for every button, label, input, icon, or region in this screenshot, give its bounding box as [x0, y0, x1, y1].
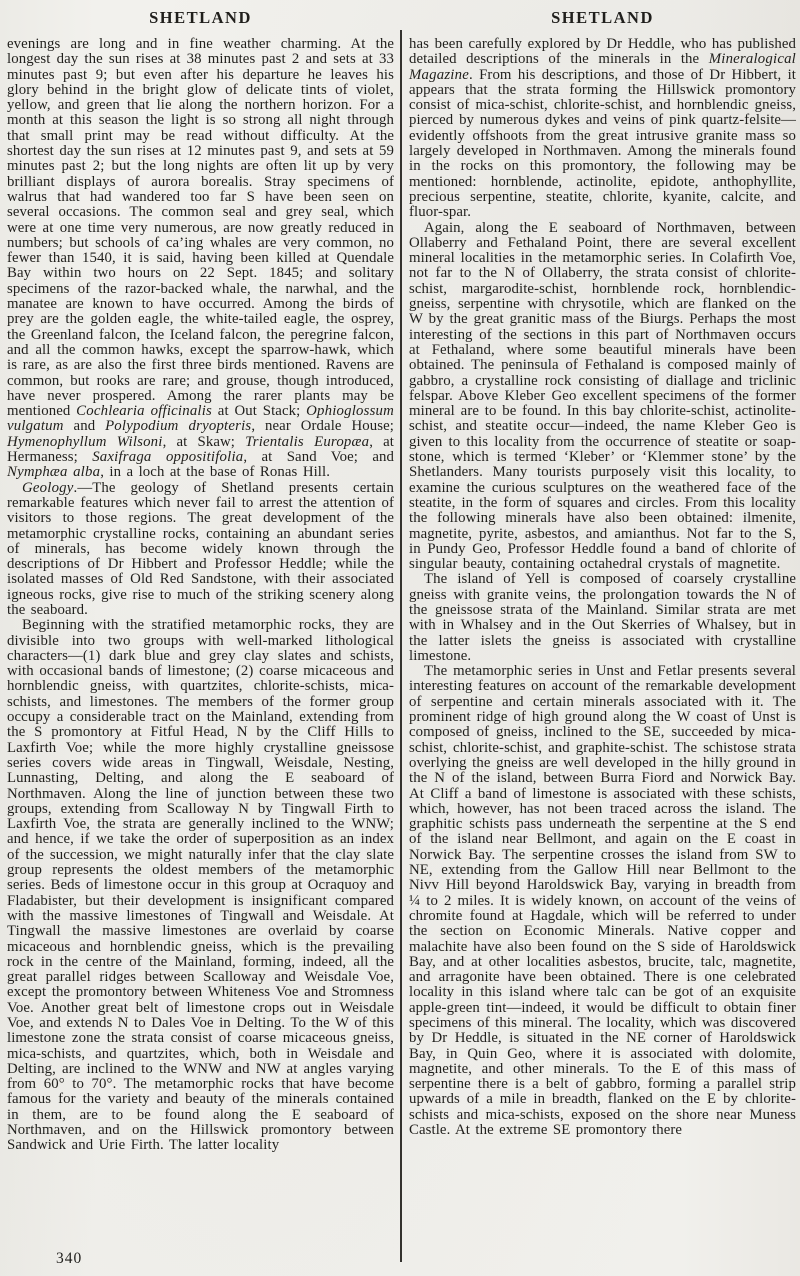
- text-run: at Out Stack;: [212, 403, 307, 420]
- text-run: Beginning with the stratified metamorphic rocks, they are divisible into two groups with well-marked lithological characters—(1) dark blue and grey clay slates and schists, with occasional bands of limestone; (2) coarse micaceous and hornblendic gneiss, with quartzites, chlorite-schists, mica-schists, and limestones. The members of the former group occupy a considerable tract on the Mainland, extending from the S promontory at Fitful Head, N by the Cliff Hills to Laxfirth Voe; while the more highly crystalline gneissose series covers wide areas in Tingwall, Weisdale, Nesting, Lunnasting, Delting, and along the E seaboard of Northmaven. Along the line of junction between these two groups, extending from Scalloway N by Tingwall Firth to Laxfirth Voe, the strata are generally inclined to the WNW; and hence, if we take the order of superposition as an index of the succession, we might naturally infer that the clay slate group represents the oldest members of the metamorphic series. Beds of limestone occur in this group at Ocraquoy and Fladabister, but their development is insignificant compared with the massive limestones of Tingwall and Weisdale. At Tingwall the massive limestones are overlaid by coarse micaceous and hornblendic gneiss, which is the prevailing rock in the centre of the Mainland, forming, indeed, all the great parallel ridges between Scalloway and Weisdale Voe, except the promontory between Whiteness Voe and Stromness Voe. Another great belt of limestone crops out in Weisdale Voe, and extends N to Dales Voe in Delting. To the W of this limestone zone the strata consist of coarse micaceous gneiss, mica-schists, and quartzites, which, both in Weisdale and Delting, are inclined to the WNW and NW at angles varying from 60° to 70°. The metamorphic rocks that have become famous for the variety and beauty of the minerals contained in them, are to be found along the E seaboard of Northmaven, and on the Hillswick promontory between Sandwick and Urie Firth. The latter locality: [7, 617, 394, 1154]
- italic-text-run: Polypodium dryopteris: [105, 418, 252, 435]
- italic-text-run: Ophioglossum vulgatum: [7, 403, 395, 435]
- paragraph: [409, 221, 796, 573]
- text-run: .—The geology of Shetland presents certain remarkable features which never fail to arrest the attention of visitors to those regions. The great development of the metamorphic crystalline rocks, containing an abundant series of minerals, has become widely known through the descriptions of Dr Hibbert and Professor Heddle; while the isolated masses of Old Red Sandstone, with their associated igneous rocks, give rise to much of the striking scenery along the seaboard.: [7, 479, 394, 618]
- paragraph: [409, 664, 796, 1138]
- column-divider-rule: [400, 30, 402, 1262]
- right-column: [409, 8, 796, 1138]
- italic-text-run: Cochlearia officinalis: [76, 403, 213, 420]
- italic-text-run: Mineralogical Magazine: [409, 51, 796, 83]
- text-run: and: [63, 418, 106, 435]
- italic-text-run: Saxifraga oppositifolia: [92, 449, 244, 466]
- italic-text-run: Hymenophyllum Wilsoni: [7, 433, 163, 450]
- paragraph: [409, 572, 796, 664]
- paragraph: [7, 481, 394, 619]
- italic-text-run: Trientalis Europæa: [245, 433, 370, 450]
- italic-text-run: Geology: [22, 479, 74, 496]
- text-run: , in a loch at the base of Ronas Hill.: [100, 464, 331, 481]
- text-run: has been carefully explored by Dr Heddle, who has published detailed descriptions of the minerals in the: [409, 36, 796, 68]
- page-number: 340: [56, 1250, 83, 1267]
- paragraph: [409, 37, 796, 221]
- left-column: [7, 8, 394, 1154]
- text-run: . From his descriptions, and those of Dr Hibbert, it appears that the strata forming the Hillswick promontory consist of mica-schist, chlorite-schist, and hornblendic gneiss, pierced by numerous dykes and veins of pink quartz-felsite—evidently offshoots from the great intrusive granite mass so largely developed in Northmaven. Among the minerals found in the rocks on this promontory, the following may be mentioned: hornblende, actinolite, epidote, anthophyllite, precious serpentine, steatite, chlorite, kyanite, calcite, and fluor-spar.: [409, 66, 796, 221]
- paragraph: [7, 37, 394, 481]
- left-running-head: SHETLAND: [149, 8, 252, 27]
- text-run: The island of Yell is composed of coarsely crystalline gneiss with granite veins, the prolongation towards the N of the gneissose strata of the Mainland. Similar strata are met with in Whalsey and in the Out Skerries of Whalsey, but in the latter islets the gneiss is associated with crystalline limestone.: [409, 571, 796, 664]
- text-run: evenings are long and in fine weather charming. At the longest day the sun rises at 38 minutes past 2 and sets at 33 minutes past 9; but even after his departure he leaves his glory behind in the bright glow of delicate tints of violet, yellow, and green that lie along the northern horizon. For a month at this season the light is so strong all night through that small print may be read without difficulty. At the shortest day the sun rises at 12 minutes past 9, and sets at 59 minutes past 2; but the long nights are often lit up by very brilliant displays of aurora borealis. Stray specimens of walrus that had wandered too far S have been seen on several occasions. The common seal and grey seal, which were at one time very numerous, are now greatly reduced in numbers; but schools of ca’ing whales are very common, no fewer than 1540, it is said, having been killed at Quendale Bay within two hours on 22 Sept. 1845; and solitary specimens of the razor-backed whale, the narwhal, and the manatee are known to have occurred. Among the birds of prey are the golden eagle, the white-tailed eagle, the osprey, the Greenland falcon, the Iceland falcon, the peregrine falcon, and all the common hawks, except the sparrow-hawk, which is rare, as are also the first three birds mentioned. Ravens are common, but rooks are rare; and grouse, though introduced, have never prospered. Among the rarer plants may be mentioned: [7, 36, 394, 420]
- left-column-text: [7, 37, 394, 1154]
- right-column-text: [409, 37, 796, 1138]
- text-run: , near Ordale House;: [251, 418, 394, 435]
- right-running-head: SHETLAND: [551, 8, 654, 27]
- text-run: , at Hermaness;: [7, 433, 394, 466]
- paragraph: [7, 618, 394, 1153]
- italic-text-run: Nymphæa alba: [7, 464, 101, 481]
- text-run: , at Skaw;: [162, 433, 246, 450]
- text-run: , at Sand Voe; and: [243, 449, 394, 466]
- text-run: Again, along the E seaboard of Northmaven, between Ollaberry and Fethaland Point, there are several excellent mineral localities in the metamorphic series. In Colafirth Voe, not far to the N of Ollaberry, the strata consist of chlorite-schist, margarodite-schist, hornblende rock, hornblendic-gneiss, serpentine with chrysotile, which are flanked on the W by the great granitic mass of the Biurgs. Perhaps the most interesting of the sections in this part of Northmaven occurs at Fethaland, where some beautiful minerals have been obtained. The peninsula of Fethaland is composed mainly of gabbro, a crystalline rock consisting of diallage and triclinic felspar. Above Kleber Geo excellent specimens of the former mineral are to be found. In this bay chlorite-schist, actinolite-schist, and steatite occur—indeed, the name Kleber Geo is given to this locality from the occurrence of steatite or soap-stone, which is termed ‘Kleber’ or ‘Klemmer stone’ by the Shetlanders. Many tourists purposely visit this locality, to examine the curious sculptures on the weathered face of the steatite, in the form of squares and circles. From this locality the following minerals have also been obtained: ilmenite, magnetite, pyrite, asbestos, and amianthus. Not far to the S, in Pundy Geo, Professor Heddle found a band of chlorite of singular beauty, containing octahedral crystals of magnetite.: [409, 219, 796, 573]
- text-run: The metamorphic series in Unst and Fetlar presents several interesting features on account of the remarkable development of serpentine and certain minerals associated with it. The prominent ridge of high ground along the W coast of Unst is composed of gneiss, inclined to the SE, succeeded by mica-schist, chlorite-schist, and graphite-schist. The schistose strata overlying the gneiss are well developed in the hilly ground in the N of the island, between Burra Fiord and Norwick Bay. At Cliff a band of limestone is associated with these schists, which, however, has not been traced across the island. The graphitic schists pass underneath the serpentine at the S end of the island near Bellmont, and again on the E coast in Norwick Bay. The serpentine crosses the island from SW to NE, extending from the Gallow Hill near Bellmont to the Nivv Hill beyond Haroldswick Bay, varying in breadth from ¼ to 2 miles. It is widely known, on account of the veins of chromite found at Hagdale, which will be referred to under the section on Economic Minerals. Native copper and malachite have also been found on the S side of Haroldswick Bay, and at other localities asbestos, brucite, talc, magnetite, and arragonite have been obtained. There is one celebrated locality in this island where talc can be got of an exquisite apple-green tint—indeed, it would be difficult to obtain finer specimens of this mineral. The locality, which was discovered by Dr Heddle, is situated in the NE corner of Haroldswick Bay, in Quin Geo, where it is associated with dolomite, magnetite, and other minerals. To the E of this mass of serpentine there is a belt of gabbro, forming a parallel strip upwards of a mile in breadth, flanked on the E by chlorite-schists and mica-schists, exposed on the shore near Muness Castle. At the extreme SE promontory there: [409, 663, 796, 1139]
